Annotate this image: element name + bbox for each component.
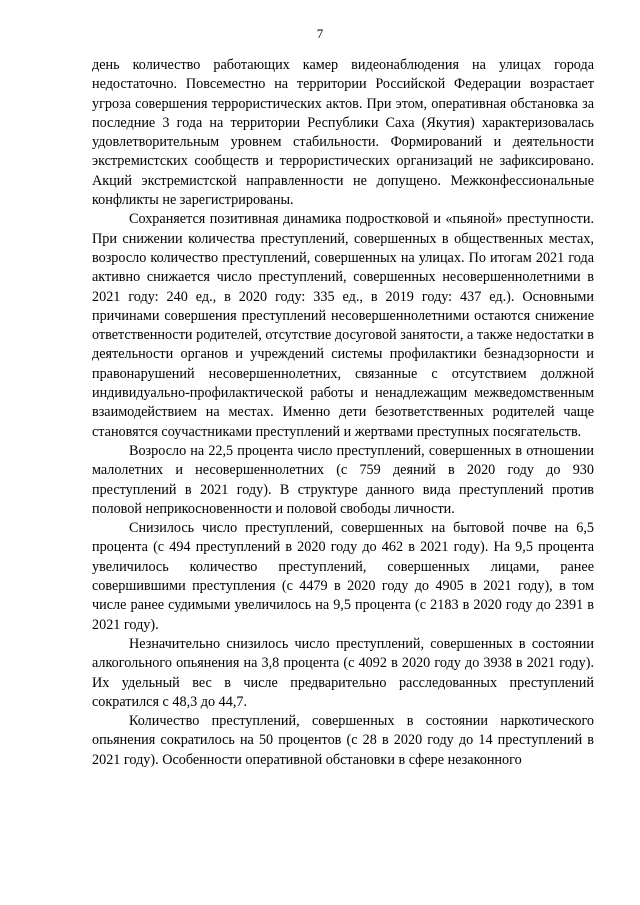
paragraph-crimes-against-minors: Возросло на 22,5 процента число преступлений, совершенных в отношении малолетних и несовершеннолетних (с 759 деяний в 2020 году до 930 преступлений в 2021 году). В структуре данного вида преступлений против половой неприкосновенности и половой свободы личности. [92,442,594,517]
paragraph-drug-crime: Количество преступлений, совершенных в состоянии наркотического опьянения сократилось на 50 процентов (с 28 в 2020 году до 14 преступлений в 2021 году). Особенности оперативной обстановки в сфере незаконного [92,713,594,768]
paragraph-juvenile-crime: Сохраняется позитивная динамика подростковой и «пьяной» преступности. При снижении количества преступлений, совершенных в общественных местах, возросло количество преступлений, совершенных на улицах. По итогам 2021 года активно снижается число преступлений, совершенных несовершеннолетними в 2021 году: 240 ед., в 2020 году: 335 ед., в 2019 году: 437 ед.). Основными причинами совершения преступлений несовершеннолетними остаются снижение ответственности родителей, отсутствие досуговой занятости, а также недостатки в деятельности органов и учреждений системы профилактики безнадзорности и правонарушений несовершеннолетних, связанные с отсутствием должной индивидуально-профилактической работы и ненадлежащим межведомственным взаимодействием на местах. Именно дети безответственных родителей чаще становятся соучастниками преступлений и жертвами преступных посягательств. [92,211,594,440]
paragraph-domestic-crime: Снизилось число преступлений, совершенных на бытовой почве на 6,5 процента (с 494 преступлений в 2020 году до 462 в 2021 году). На 9,5 процента увеличилось количество преступлений, совершенных лицами, ранее совершившими преступления (с 4479 в 2020 году до 4905 в 2021 году), в том числе ранее судимыми увеличилось на 9,5 процента (с 2183 в 2020 году до 2391 в 2021 году). [92,520,594,633]
paragraph-alcohol-crime: Незначительно снизилось число преступлений, совершенных в состоянии алкогольного опьянения на 3,8 процента (с 4092 в 2020 году до 3938 в 2021 году). Их удельный вес в числе предварительно расследованных преступлений сократился с 48,3 до 44,7. [92,635,594,710]
document-body [92,56,594,770]
page-number: 7 [316,26,324,41]
paragraph-continued: день количество работающих камер видеонаблюдения на улицах города недостаточно. Повсеместно на территории Российской Федерации возрастает угроза совершения террористических актов. При этом, оперативная обстановка за последние 3 года на территории Республики Саха (Якутия) характеризовалась удовлетворительным уровнем стабильности. Формирований и деятельности экстремистских сообществ и террористических организаций не зафиксировано. Акций экстремистской направленности не допущено. Межконфессиональные конфликты не зарегистрированы. [92,57,594,209]
